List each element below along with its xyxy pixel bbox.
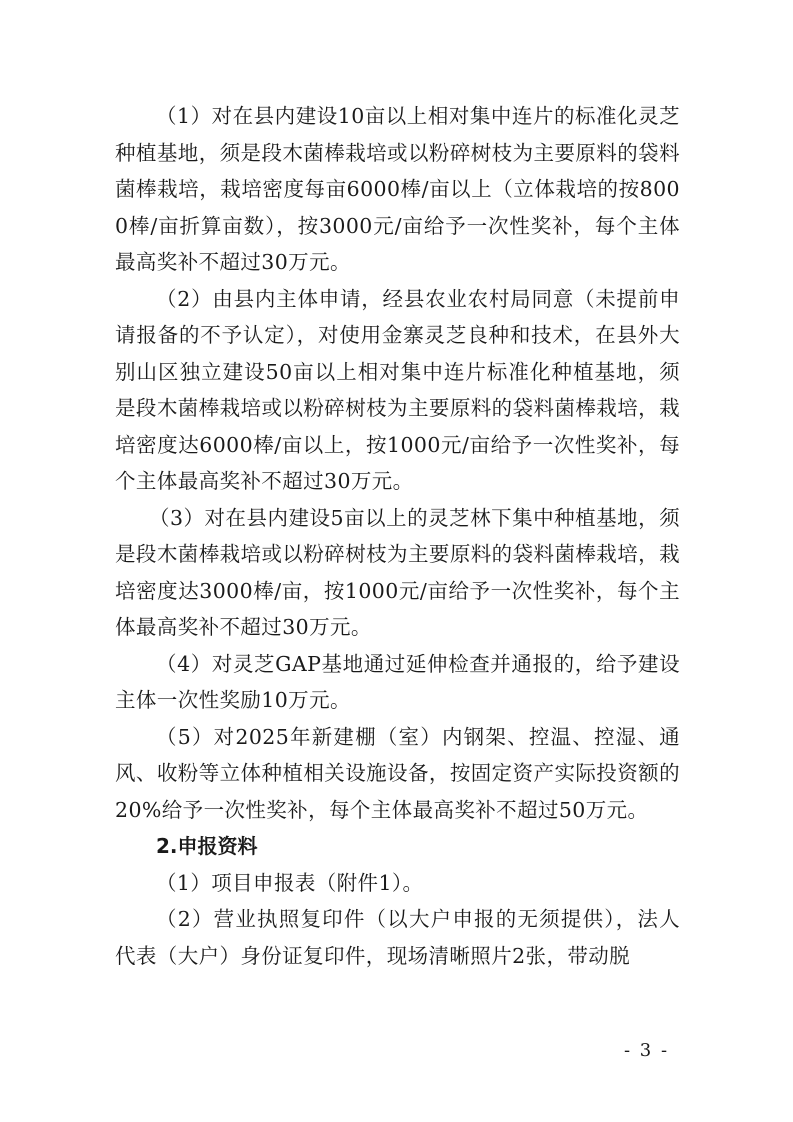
section-heading: 2.申报资料	[156, 834, 258, 858]
paragraph-3: （3）对在县内建设5亩以上的灵芝林下集中种植基地，须是段木菌棒栽培或以粉碎树枝为主要原料的袋料菌棒栽培，栽培密度达3000棒/亩，按1000元/亩给予一次性奖补，每个主体最高奖补不超过30万元。	[115, 505, 680, 639]
page-number: - 3 -	[624, 1040, 670, 1061]
paragraph-4: （4）对灵芝GAP基地通过延伸检查并通报的，给予建设主体一次性奖励10万元。	[115, 651, 680, 712]
paragraph-2: （2）由县内主体申请，经县农业农村局同意（未提前申请报备的不予认定），对使用金寨灵芝良种和技术，在县外大别山区独立建设50亩以上相对集中连片标准化种植基地，须是段木菌棒栽培或以粉碎树枝为主要原料的袋料菌棒栽培，栽培密度达6000棒/亩以上，按1000元/亩给予一次性奖补，每个主体最高奖补不超过30万元。	[115, 286, 680, 493]
paragraph-5: （5）对2025年新建棚（室）内钢架、控温、控湿、通风、收粉等立体种植相关设施设备，按固定资产实际投资额的20%给予一次性奖补，每个主体最高奖补不超过50万元。	[115, 724, 680, 822]
paragraph-1: （1）对在县内建设10亩以上相对集中连片的标准化灵芝种植基地，须是段木菌棒栽培或以粉碎树枝为主要原料的袋料菌棒栽培，栽培密度每亩6000棒/亩以上（立体栽培的按8000棒/亩折算亩数），按3000元/亩给予一次性奖补，每个主体最高奖补不超过30万元。	[115, 104, 680, 274]
document-body	[115, 98, 680, 974]
paragraph-7: （2）营业执照复印件（以大户申报的无须提供），法人代表（大户）身份证复印件，现场清晰照片2张，带动脱	[115, 907, 680, 968]
paragraph-6: （1）项目申报表（附件1）。	[156, 870, 424, 895]
